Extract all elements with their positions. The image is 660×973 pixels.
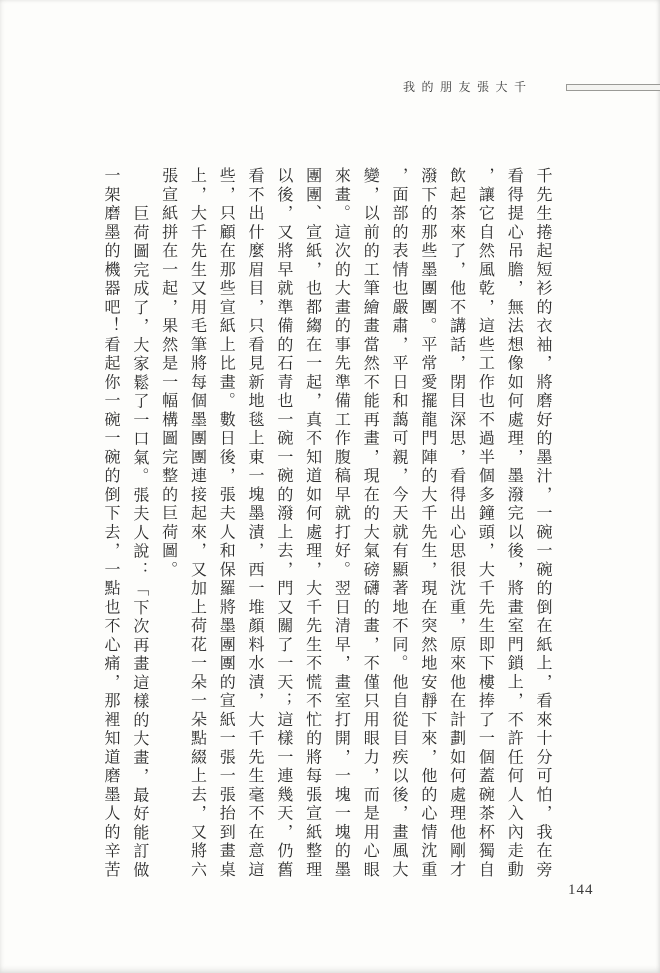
header-rule	[566, 84, 660, 91]
body-text	[95, 167, 556, 882]
paragraph-2: 巨荷圖完成了，大家鬆了一口氣。張夫人說：「下次再畫這樣的大畫，最好能訂做一架磨墨的機器吧！看起你一碗一碗的倒下去，一點也不心痛，那裡知道磨墨人的辛苦	[102, 167, 148, 880]
running-head-title: 我的朋友張大千	[403, 80, 533, 94]
paragraph-1: 千先生捲起短衫的衣袖，將磨好的墨汁，一碗一碗的倒在紙上，看來十分可怕，我在旁看得提心吊膽，無法想像如何處理，墨潑完以後，將畫室門鎖上，不許任何人入內走動，讓它自然風乾，這些工作也不過半個多鐘頭，大千先生即下樓捧了一個蓋碗茶杯獨自飲起茶來了，他不講話，閉目深思，看得出心思很沈重，原來他在計劃如何處理他剛才潑下的那些墨團團。平常愛擺龍門陣的大千先生，現在突然地安靜下來，他的心情沈重，面部的表情也嚴肅，平日和藹可親，今天就有顯著地不同。他自從目疾以後，畫風大變，以前的工筆繪畫當然不能再畫，現在的大氣磅礴的畫，不僅只用眼力，而是用心眼來畫。這次的大畫的事先準備工作腹稿早就打好。翌日清早，畫室打開，一塊一塊的墨團團、宣紙，也都縐在一起，真不知道如何處理，大千先生不慌不忙的將每張宣紙整理以後，又將早就準備的石青也一碗一碗的潑上去，門又關了一天；這樣一連幾天，仍舊看不出什麼眉目，只看見新地毯上東一塊墨漬，西一堆顏料水漬，大千先生毫不在意這些，只顧在那些宣紙上比畫。數日後，張夫人和保羅將墨團團的宣紙一張一張抬到畫桌上，大千先生又用毛筆將每個墨團團連接起來，又加上荷花一朵一朵點綴上去，又將六張宣紙拼在一起，果然是一幅構圖完整的巨荷圖。	[159, 167, 551, 880]
page-number: 144	[568, 882, 594, 898]
